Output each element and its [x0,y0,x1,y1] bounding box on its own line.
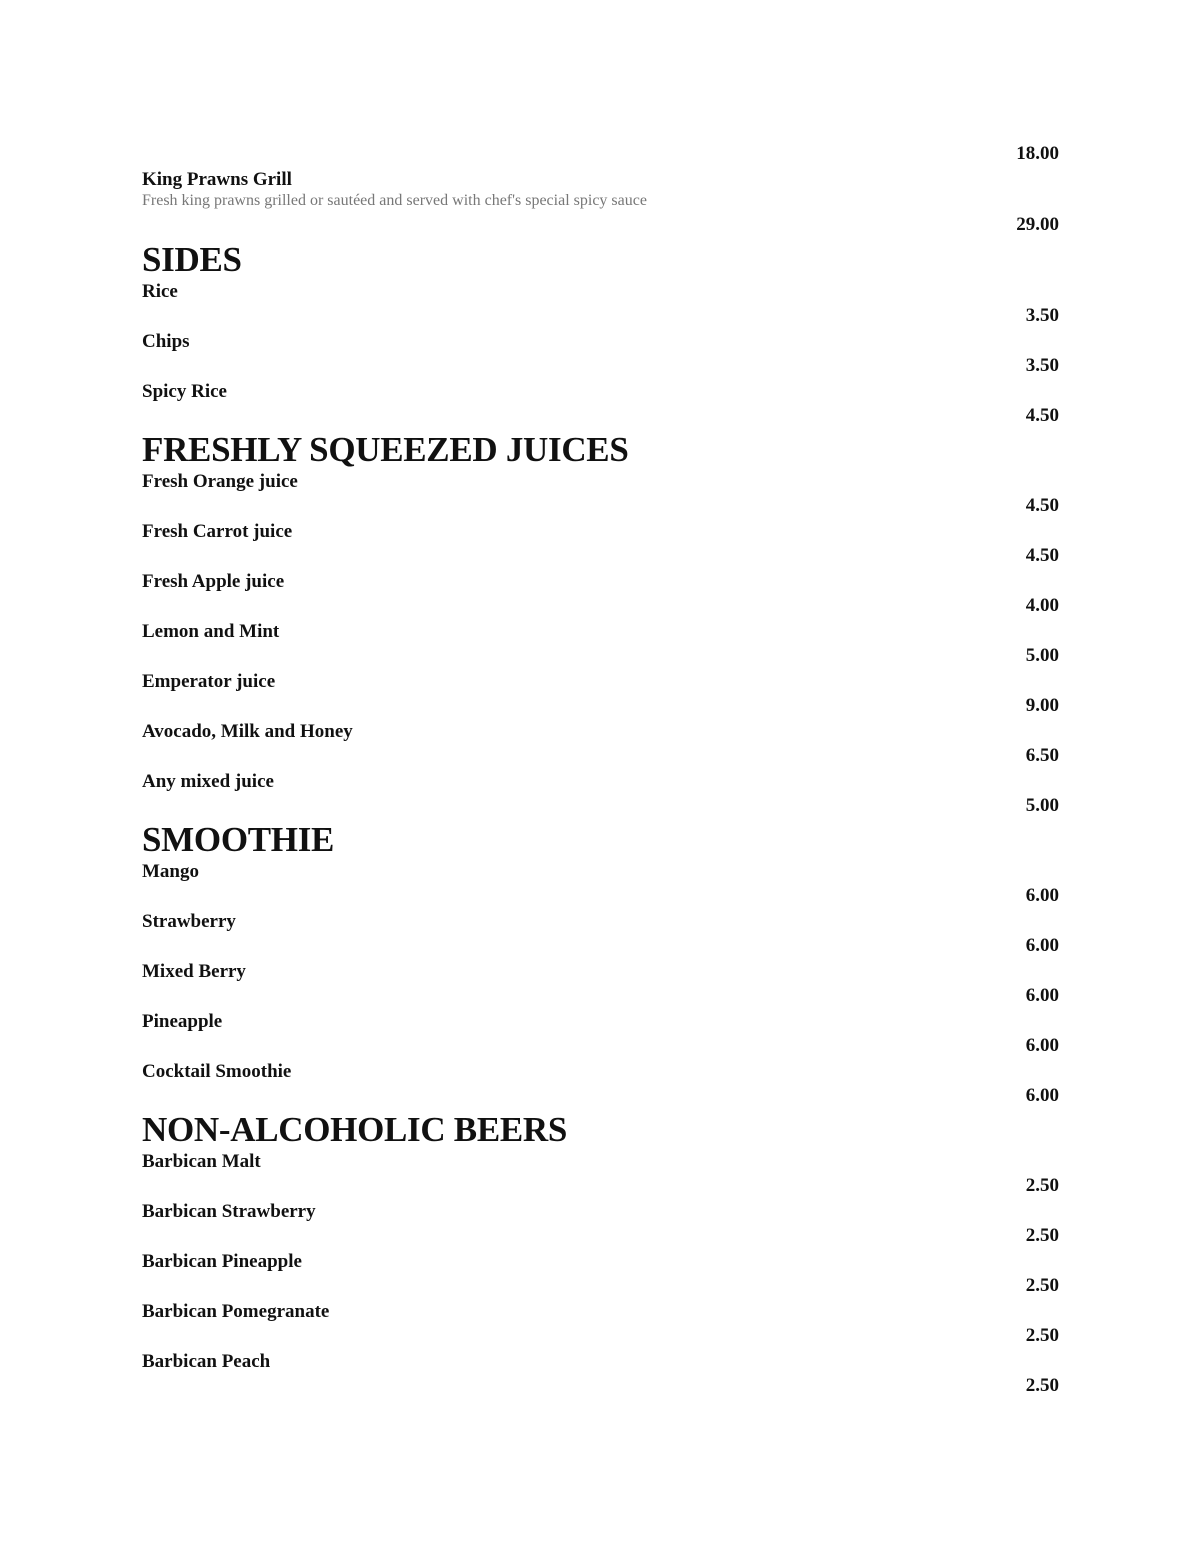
menu-item-king-prawns-grill [142,170,1059,242]
section-freshly-squeezed-juices [142,430,1059,822]
item-price: 2.50 [1025,1325,1059,1346]
item-price: 3.50 [1025,305,1059,326]
menu-item [142,772,1059,822]
item-name: Barbican Pomegranate [142,1301,330,1322]
item-price: 9.00 [1025,695,1059,716]
previous-item-price: 18.00 [1016,143,1059,164]
item-name: Emperator juice [142,671,276,692]
item-price: 4.50 [1025,545,1059,566]
section-heading: NON-ALCOHOLIC BEERS [142,1110,568,1149]
item-price: 2.50 [1025,1375,1059,1396]
item-price: 6.00 [1025,935,1059,956]
item-name: Barbican Peach [142,1351,271,1372]
menu-item [142,522,1059,572]
item-price: 6.00 [1025,985,1059,1006]
item-name: Mango [142,861,199,882]
item-price: 2.50 [1025,1225,1059,1246]
item-name: Barbican Pineapple [142,1251,302,1272]
item-price: 6.50 [1025,745,1059,766]
menu-item [142,672,1059,722]
item-name: Fresh Apple juice [142,571,285,592]
item-price: 4.50 [1025,495,1059,516]
menu-item [142,1352,1059,1402]
item-name: Avocado, Milk and Honey [142,721,353,742]
item-name: Any mixed juice [142,771,274,792]
menu-item [142,1302,1059,1352]
item-name: Chips [142,331,190,352]
item-price: 2.50 [1025,1275,1059,1296]
item-description: Fresh king prawns grilled or sautéed and served with chef's special spicy sauce [142,192,647,209]
menu-item [142,862,1059,912]
item-price: 3.50 [1025,355,1059,376]
item-name: Fresh Orange juice [142,471,298,492]
section-smoothie [142,820,1059,1112]
menu-item [142,622,1059,672]
item-name: Strawberry [142,911,236,932]
menu-item [142,1012,1059,1062]
item-price: 4.00 [1025,595,1059,616]
menu-item [142,1062,1059,1112]
section-non-alcoholic-beers [142,1110,1059,1402]
item-name: Rice [142,281,178,302]
item-price: 2.50 [1025,1175,1059,1196]
menu-item [142,382,1059,432]
item-price: 6.00 [1025,1085,1059,1106]
menu-item [142,1252,1059,1302]
section-sides [142,240,1059,432]
item-name: Spicy Rice [142,381,227,402]
menu-item [142,1202,1059,1252]
item-name: Mixed Berry [142,961,246,982]
section-heading: FRESHLY SQUEEZED JUICES [142,430,629,469]
item-name: Fresh Carrot juice [142,521,293,542]
item-price: 4.50 [1025,405,1059,426]
menu-item [142,1152,1059,1202]
item-name: Lemon and Mint [142,621,280,642]
menu-item [142,282,1059,332]
menu-item [142,962,1059,1012]
item-name: Cocktail Smoothie [142,1061,292,1082]
menu-item [142,572,1059,622]
item-name: Pineapple [142,1011,223,1032]
item-name: King Prawns Grill [142,169,292,190]
menu-item [142,472,1059,522]
item-price: 6.00 [1025,1035,1059,1056]
item-price: 6.00 [1025,885,1059,906]
section-heading: SIDES [142,240,242,279]
item-name: Barbican Strawberry [142,1201,316,1222]
menu-item [142,912,1059,962]
item-price: 29.00 [1016,214,1059,235]
section-heading: SMOOTHIE [142,820,335,859]
item-price: 5.00 [1025,645,1059,666]
item-name: Barbican Malt [142,1151,261,1172]
item-price: 5.00 [1025,795,1059,816]
menu-item [142,722,1059,772]
menu-list [142,170,1059,1402]
menu-item [142,332,1059,382]
